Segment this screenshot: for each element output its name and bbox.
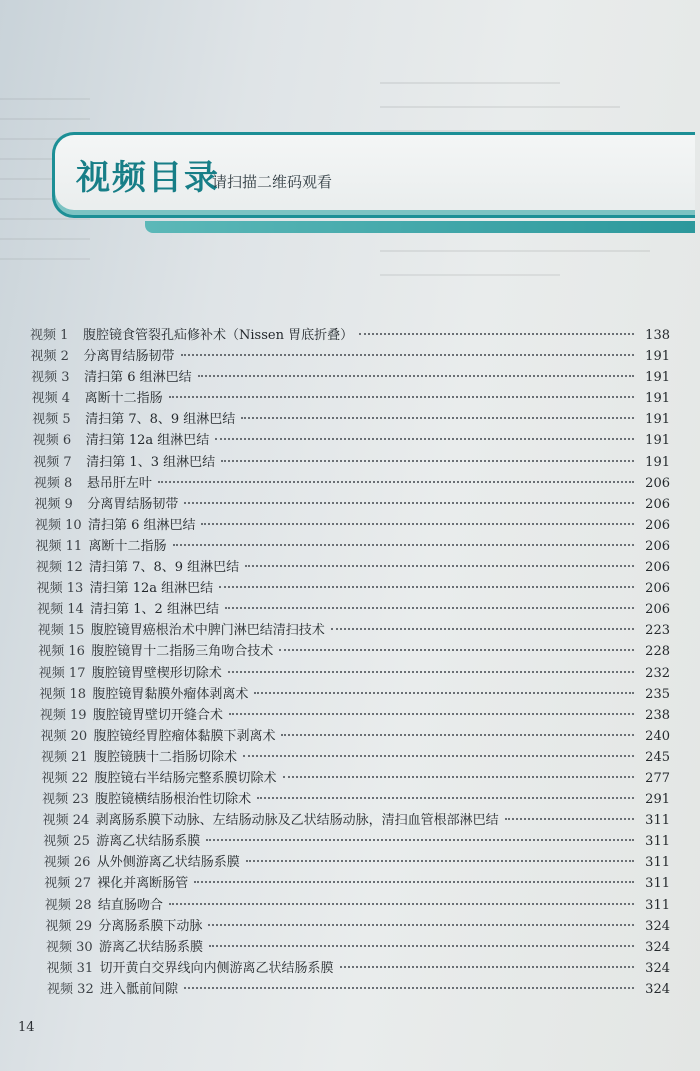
- dot-leader: [246, 860, 634, 862]
- toc-entry-title: 腹腔镜食管裂孔疝修补术（Nissen 胃底折叠）: [83, 328, 354, 343]
- toc-entry: [30, 747, 670, 768]
- toc-entry: [30, 515, 670, 536]
- toc-entry: [30, 916, 670, 937]
- toc-entry-page: 206: [645, 475, 670, 491]
- toc-entry-page: 206: [645, 581, 670, 597]
- toc-entry-title: 从外侧游离乙状结肠系膜: [96, 855, 240, 871]
- toc-entry-label: 视频 24: [42, 813, 90, 829]
- dot-leader: [505, 818, 634, 820]
- toc-entry: [30, 536, 670, 557]
- toc-entry-title: 腹腔镜胃黏膜外瘤体剥离术: [92, 686, 249, 702]
- toc-entry-label: 视频 18: [39, 686, 87, 702]
- page-number: 14: [18, 1020, 35, 1035]
- toc-entry-title: 剥离肠系膜下动脉、左结肠动脉及乙状结肠动脉，清扫血管根部淋巴结: [95, 813, 499, 829]
- dot-leader: [219, 586, 634, 588]
- toc-entry-label: 视频 32: [47, 981, 94, 997]
- toc-entry: [30, 831, 670, 852]
- dot-leader: [181, 354, 634, 356]
- toc-entry-page: 235: [645, 686, 670, 702]
- toc-entry-page: 238: [645, 707, 670, 723]
- dot-leader: [281, 734, 634, 736]
- toc-entry-label: 视频 29: [45, 918, 93, 934]
- dot-leader: [279, 649, 634, 651]
- toc-entry-page: 324: [645, 960, 670, 976]
- toc-entry: [30, 958, 670, 979]
- toc-entry-title: 进入骶前间隙: [100, 981, 179, 997]
- toc-entry: [30, 810, 670, 831]
- toc-entry-label: 视频 20: [40, 728, 88, 744]
- toc-entry-label: 视频 31: [46, 960, 94, 976]
- dot-leader: [257, 797, 634, 799]
- dot-leader: [215, 438, 634, 440]
- toc-entry-page: 206: [645, 560, 670, 576]
- toc-entry-page: 245: [645, 749, 670, 765]
- toc-entry-label: 视频 15: [37, 623, 85, 639]
- dot-leader: [194, 881, 634, 883]
- toc-entry-page: 324: [645, 981, 670, 997]
- toc-entry-title: 游离乙状结肠系膜: [98, 939, 203, 955]
- toc-entry: [30, 578, 670, 599]
- toc-entry: [30, 663, 670, 684]
- toc-entry-title: 分离胃结肠韧带: [87, 496, 179, 512]
- toc-entry: [30, 684, 670, 705]
- toc-entry-label: 视频 17: [38, 665, 86, 681]
- toc-entry: [30, 895, 670, 916]
- dot-leader: [225, 607, 634, 609]
- toc-entry-page: 191: [645, 370, 670, 386]
- toc-entry: [30, 979, 670, 1000]
- toc-entry-page: 228: [645, 644, 670, 660]
- dot-leader: [208, 924, 634, 926]
- toc-entry-label: 视频 16: [38, 644, 85, 660]
- toc-entry-label: 视频 8: [33, 475, 73, 491]
- dot-leader: [254, 692, 634, 694]
- toc-entry-label: 视频 9: [34, 496, 73, 512]
- toc-entry-label: 视频 22: [41, 770, 89, 786]
- toc-entry-title: 腹腔镜右半结肠完整系膜切除术: [94, 770, 277, 786]
- toc-entry-page: 277: [645, 770, 670, 786]
- dot-leader: [184, 502, 634, 504]
- toc-entry: [30, 726, 670, 747]
- toc-entry-label: 视频 12: [36, 560, 83, 576]
- toc-entry-page: 191: [645, 454, 670, 470]
- dot-leader: [340, 966, 634, 968]
- toc-entry: [30, 409, 670, 430]
- toc-entry-page: 223: [645, 623, 670, 639]
- dot-leader: [206, 839, 634, 841]
- toc-entry: [30, 557, 670, 578]
- toc-entry-page: 191: [645, 391, 670, 407]
- toc-entry-title: 腹腔镜胃十二指肠三角吻合技术: [91, 644, 274, 660]
- toc-entry-title: 分离胃结肠韧带: [83, 349, 175, 365]
- toc-entry-label: 视频 1: [30, 328, 69, 343]
- toc-entry-title: 结直肠吻合: [97, 897, 163, 913]
- toc-entry: [30, 937, 670, 958]
- toc-entry-label: 视频 10: [34, 517, 82, 533]
- toc-entry-page: 311: [645, 834, 670, 850]
- toc-entry: [30, 494, 670, 515]
- toc-entry: [30, 388, 670, 409]
- toc-entry: [30, 325, 670, 346]
- toc-entry: [30, 346, 670, 367]
- toc-entry-label: 视频 23: [42, 792, 89, 808]
- toc-entry-title: 切开黄白交界线向内侧游离乙状结肠系膜: [99, 960, 334, 976]
- toc-entry-page: 311: [645, 876, 670, 892]
- toc-entry-label: 视频 6: [32, 433, 72, 449]
- toc-entry-title: 清扫第 1、3 组淋巴结: [86, 454, 216, 470]
- dot-leader: [173, 544, 634, 546]
- dot-leader: [241, 417, 634, 419]
- dot-leader: [209, 945, 634, 947]
- toc-entry-title: 游离乙状结肠系膜: [96, 834, 201, 850]
- toc-entry-title: 清扫第 7、8、9 组淋巴结: [89, 560, 240, 576]
- toc-entry-label: 视频 28: [44, 897, 92, 913]
- toc-entry: [30, 852, 670, 873]
- toc-entry-page: 191: [645, 412, 670, 428]
- toc-entry-title: 分离肠系膜下动脉: [98, 918, 203, 934]
- toc-entry-label: 视频 25: [43, 834, 90, 850]
- toc-entry-title: 腹腔镜胰十二指肠切除术: [94, 749, 238, 765]
- toc-entry: [30, 768, 670, 789]
- toc-entry-page: 291: [645, 792, 670, 808]
- toc-entry-title: 腹腔镜胃壁切开缝合术: [92, 707, 223, 723]
- toc-entry-label: 视频 21: [41, 749, 88, 765]
- toc-entry-page: 206: [645, 602, 670, 618]
- dot-leader: [158, 481, 634, 483]
- toc-entry-title: 清扫第 7、8、9 组淋巴结: [85, 412, 236, 428]
- toc-entry: [30, 473, 670, 494]
- toc-entry-page: 206: [645, 496, 670, 512]
- toc-entry-label: 视频 3: [31, 370, 70, 386]
- toc-entry-label: 视频 27: [44, 876, 91, 892]
- toc-entry-title: 离断十二指肠: [88, 538, 167, 554]
- toc-entry-page: 206: [645, 538, 670, 554]
- toc-entry: [30, 452, 670, 473]
- dot-leader: [359, 333, 634, 335]
- toc-entry-label: 视频 14: [37, 602, 84, 618]
- toc-entry-page: 324: [645, 939, 670, 955]
- dot-leader: [169, 903, 634, 905]
- toc-entry-title: 清扫第 12a 组淋巴结: [89, 581, 214, 597]
- dot-leader: [229, 713, 634, 715]
- toc-entry-page: 311: [645, 813, 670, 829]
- toc-entry: [30, 705, 670, 726]
- dot-leader: [201, 523, 634, 525]
- toc-entry-page: 191: [645, 433, 670, 449]
- toc-entry-page: 311: [645, 897, 670, 913]
- dot-leader: [198, 375, 634, 377]
- toc-entry-page: 240: [645, 728, 670, 744]
- toc-entry-title: 清扫第 12a 组淋巴结: [85, 433, 210, 449]
- toc-entry-page: 206: [645, 517, 670, 533]
- toc-entry-title: 腹腔镜横结肠根治性切除术: [95, 792, 252, 808]
- toc-entry: [30, 789, 670, 810]
- toc-entry-title: 腹腔镜胃壁楔形切除术: [91, 665, 222, 681]
- dot-leader: [221, 460, 634, 462]
- toc-entry-label: 视频 4: [31, 391, 71, 407]
- toc-entry-title: 清扫第 6 组淋巴结: [87, 517, 196, 533]
- toc-entry-label: 视频 11: [35, 538, 83, 554]
- toc-entry-label: 视频 13: [36, 581, 84, 597]
- toc-entry-title: 腹腔镜胃癌根治术中脾门淋巴结清扫技术: [90, 623, 325, 639]
- toc-entry: [30, 641, 670, 662]
- toc-entry: [30, 620, 670, 641]
- video-table-of-contents: [30, 325, 670, 1000]
- toc-entry: [30, 599, 670, 620]
- toc-entry-page: 311: [645, 855, 670, 871]
- toc-entry: [30, 873, 670, 894]
- toc-entry-page: 138: [645, 328, 670, 343]
- toc-entry-page: 324: [645, 918, 670, 934]
- toc-entry-label: 视频 7: [33, 454, 72, 470]
- dot-leader: [331, 628, 634, 630]
- page-title: 视频目录: [76, 158, 220, 198]
- toc-entry-title: 清扫第 1、2 组淋巴结: [90, 602, 219, 618]
- toc-entry-label: 视频 2: [30, 349, 69, 365]
- toc-entry-label: 视频 19: [39, 707, 87, 723]
- toc-entry-label: 视频 26: [43, 855, 91, 871]
- dot-leader: [169, 396, 634, 398]
- toc-entry-title: 裸化并离断肠管: [97, 876, 189, 892]
- toc-entry-label: 视频 30: [45, 939, 93, 955]
- dot-leader: [184, 987, 634, 989]
- toc-entry-title: 悬吊肝左叶: [86, 475, 152, 491]
- page-subtitle: 请扫描二维码观看: [212, 173, 333, 191]
- toc-entry-page: 232: [645, 665, 670, 681]
- toc-entry-label: 视频 5: [32, 412, 71, 428]
- toc-entry-title: 清扫第 6 组淋巴结: [84, 370, 192, 386]
- dot-leader: [283, 776, 634, 778]
- dot-leader: [245, 565, 634, 567]
- toc-entry-title: 腹腔镜经胃腔瘤体黏膜下剥离术: [93, 728, 276, 744]
- toc-entry-page: 191: [645, 349, 670, 365]
- toc-entry: [30, 430, 670, 451]
- dot-leader: [243, 755, 634, 757]
- toc-entry: [30, 367, 670, 388]
- toc-entry-title: 离断十二指肠: [84, 391, 163, 407]
- dot-leader: [228, 671, 634, 673]
